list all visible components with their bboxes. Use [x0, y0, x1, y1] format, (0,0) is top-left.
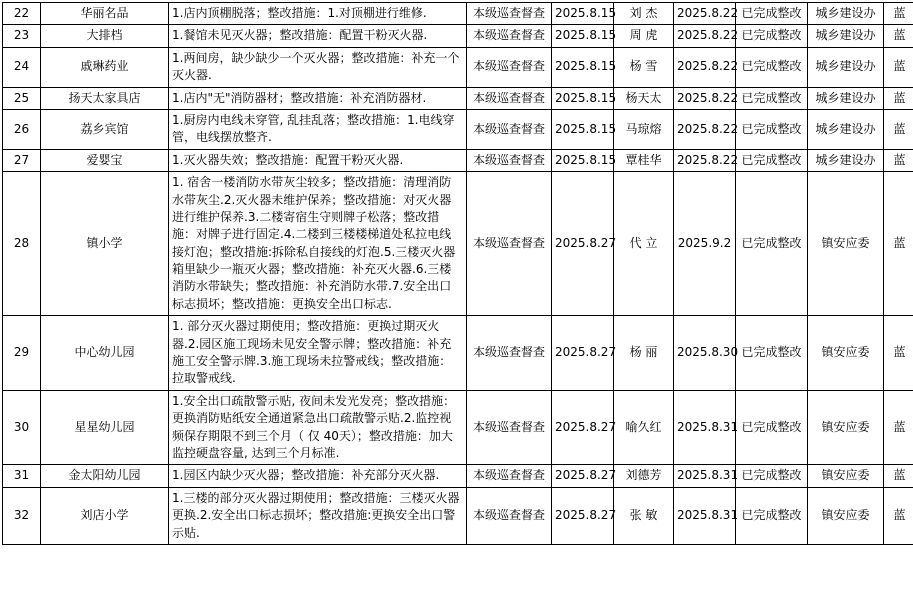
rectification-status: 已完成整改 — [736, 47, 808, 87]
hazard-description: 1.三楼的部分灭火器过期使用；整改措施：三楼灭火器更换.2.安全出口标志损坏；整改措施:更换安全出口警示贴. — [169, 487, 467, 544]
row-index: 32 — [3, 487, 41, 544]
risk-level: 蓝 — [884, 487, 913, 544]
hazard-description: 1.两间房，缺少缺少一个灭火器；整改措施：补充一个灭火器. — [169, 47, 467, 87]
inspector-name: 周 虎 — [614, 25, 674, 47]
inspector-name: 马琼熔 — [614, 109, 674, 149]
inspector-name: 杨天太 — [614, 87, 674, 109]
table-row — [3, 47, 913, 87]
unit-name: 中心幼儿园 — [41, 316, 169, 391]
hazard-description: 1. 宿舍一楼消防水带灰尘较多；整改措施：清理消防水带灰尘.2.灭火器未维护保养；整改措施：对灭火器进行维护保养.3.二楼寄宿生守则牌子松落；整改措施：对牌子进行固定.4.二楼到三楼楼梯道处私拉电线接灯泡；整改措施:拆除私自接线的灯泡.5.三楼灭火器箱里缺少一瓶灭火器；整改措施：补充灭火器.6.三楼消防水带缺失；整改措施：补充消防水带.7.安全出口标志损坏；整改措施：更换安全出口标志. — [169, 172, 467, 316]
rectification-date: 2025.8.31 — [674, 487, 736, 544]
inspection-org: 本级巡查督查 — [467, 109, 552, 149]
risk-level: 蓝 — [884, 390, 913, 465]
rectification-date: 2025.8.22 — [674, 3, 736, 25]
risk-level: 蓝 — [884, 465, 913, 487]
responsible-dept: 城乡建设办 — [808, 109, 884, 149]
table-row — [3, 3, 913, 25]
row-index: 29 — [3, 316, 41, 391]
inspector-name: 刘 杰 — [614, 3, 674, 25]
hazard-description: 1.餐馆未见灭火器；整改措施：配置干粉灭火器. — [169, 25, 467, 47]
table-row — [3, 25, 913, 47]
rectification-date: 2025.9.2 — [674, 172, 736, 316]
rectification-status: 已完成整改 — [736, 487, 808, 544]
responsible-dept: 城乡建设办 — [808, 149, 884, 171]
inspection-org: 本级巡查督查 — [467, 3, 552, 25]
risk-level: 蓝 — [884, 149, 913, 171]
row-index: 27 — [3, 149, 41, 171]
row-index: 23 — [3, 25, 41, 47]
rectification-status: 已完成整改 — [736, 87, 808, 109]
risk-level: 蓝 — [884, 109, 913, 149]
unit-name: 镇小学 — [41, 172, 169, 316]
rectification-date: 2025.8.22 — [674, 109, 736, 149]
inspection-date: 2025.8.15 — [552, 149, 614, 171]
inspection-org: 本级巡查督查 — [467, 25, 552, 47]
inspector-name: 代 立 — [614, 172, 674, 316]
unit-name: 扬天太家具店 — [41, 87, 169, 109]
unit-name: 大排档 — [41, 25, 169, 47]
row-index: 31 — [3, 465, 41, 487]
responsible-dept: 城乡建设办 — [808, 47, 884, 87]
unit-name: 金太阳幼儿园 — [41, 465, 169, 487]
responsible-dept: 城乡建设办 — [808, 87, 884, 109]
row-index: 26 — [3, 109, 41, 149]
risk-level: 蓝 — [884, 87, 913, 109]
hazard-description: 1.安全出口疏散警示贴, 夜间未发光发亮；整改措施：更换消防贴纸安全通道紧急出口疏散警示贴.2.监控视频保存期限不到三个月（ 仅 40天）；整改措施：加大监控硬盘容量, 达到三个月标准. — [169, 390, 467, 465]
inspection-org: 本级巡查督查 — [467, 149, 552, 171]
hazard-description: 1.店内"无"消防器材；整改措施：补充消防器材. — [169, 87, 467, 109]
rectification-date: 2025.8.22 — [674, 149, 736, 171]
rectification-status: 已完成整改 — [736, 172, 808, 316]
risk-level: 蓝 — [884, 3, 913, 25]
hazard-description: 1.园区内缺少灭火器；整改措施：补充部分灭火器. — [169, 465, 467, 487]
inspection-org: 本级巡查督查 — [467, 465, 552, 487]
rectification-date: 2025.8.22 — [674, 47, 736, 87]
inspection-date: 2025.8.27 — [552, 316, 614, 391]
responsible-dept: 城乡建设办 — [808, 3, 884, 25]
inspection-date: 2025.8.27 — [552, 487, 614, 544]
hazard-inspection-table — [2, 2, 913, 545]
rectification-date: 2025.8.22 — [674, 25, 736, 47]
hazard-description: 1. 部分灭火器过期使用；整改措施：更换过期灭火器.2.园区施工现场未见安全警示牌；整改措施：补充施工安全警示牌.3.施工现场未拉警戒线；整改措施：拉取警戒线. — [169, 316, 467, 391]
table-row — [3, 149, 913, 171]
rectification-status: 已完成整改 — [736, 3, 808, 25]
responsible-dept: 城乡建设办 — [808, 25, 884, 47]
responsible-dept: 镇安应委 — [808, 465, 884, 487]
rectification-status: 已完成整改 — [736, 316, 808, 391]
unit-name: 荔乡宾馆 — [41, 109, 169, 149]
inspector-name: 张 敏 — [614, 487, 674, 544]
table-row — [3, 316, 913, 391]
rectification-status: 已完成整改 — [736, 390, 808, 465]
row-index: 24 — [3, 47, 41, 87]
inspection-org: 本级巡查督查 — [467, 487, 552, 544]
risk-level: 蓝 — [884, 172, 913, 316]
unit-name: 华丽名品 — [41, 3, 169, 25]
responsible-dept: 镇安应委 — [808, 390, 884, 465]
unit-name: 戚琳药业 — [41, 47, 169, 87]
inspector-name: 喻久红 — [614, 390, 674, 465]
responsible-dept: 镇安应委 — [808, 172, 884, 316]
unit-name: 爱婴宝 — [41, 149, 169, 171]
rectification-date: 2025.8.22 — [674, 87, 736, 109]
hazard-description: 1.灭火器失效；整改措施：配置干粉灭火器. — [169, 149, 467, 171]
table-row — [3, 109, 913, 149]
row-index: 30 — [3, 390, 41, 465]
inspection-org: 本级巡查督查 — [467, 390, 552, 465]
inspection-date: 2025.8.15 — [552, 25, 614, 47]
rectification-date: 2025.8.31 — [674, 465, 736, 487]
table-row — [3, 87, 913, 109]
table-row — [3, 487, 913, 544]
inspector-name: 杨 雪 — [614, 47, 674, 87]
inspector-name: 刘德芳 — [614, 465, 674, 487]
hazard-description: 1.店内顶棚脱落；整改措施：1.对顶棚进行维修. — [169, 3, 467, 25]
inspection-date: 2025.8.15 — [552, 47, 614, 87]
inspection-date: 2025.8.15 — [552, 109, 614, 149]
row-index: 25 — [3, 87, 41, 109]
inspection-org: 本级巡查督查 — [467, 172, 552, 316]
inspection-date: 2025.8.15 — [552, 87, 614, 109]
table-row — [3, 390, 913, 465]
inspection-date: 2025.8.27 — [552, 390, 614, 465]
responsible-dept: 镇安应委 — [808, 316, 884, 391]
inspector-name: 覃桂华 — [614, 149, 674, 171]
rectification-date: 2025.8.31 — [674, 390, 736, 465]
inspection-org: 本级巡查督查 — [467, 316, 552, 391]
unit-name: 刘店小学 — [41, 487, 169, 544]
inspection-date: 2025.8.27 — [552, 172, 614, 316]
table-row — [3, 465, 913, 487]
hazard-description: 1.厨房内电线未穿管, 乱挂乱落；整改措施：1.电线穿管，电线摆放整齐. — [169, 109, 467, 149]
rectification-status: 已完成整改 — [736, 25, 808, 47]
row-index: 28 — [3, 172, 41, 316]
inspection-org: 本级巡查督查 — [467, 47, 552, 87]
inspector-name: 杨 丽 — [614, 316, 674, 391]
risk-level: 蓝 — [884, 47, 913, 87]
rectification-status: 已完成整改 — [736, 149, 808, 171]
responsible-dept: 镇安应委 — [808, 487, 884, 544]
unit-name: 星星幼儿园 — [41, 390, 169, 465]
rectification-status: 已完成整改 — [736, 465, 808, 487]
rectification-date: 2025.8.30 — [674, 316, 736, 391]
row-index: 22 — [3, 3, 41, 25]
risk-level: 蓝 — [884, 25, 913, 47]
table-row — [3, 172, 913, 316]
inspection-date: 2025.8.27 — [552, 465, 614, 487]
inspection-org: 本级巡查督查 — [467, 87, 552, 109]
inspection-date: 2025.8.15 — [552, 3, 614, 25]
rectification-status: 已完成整改 — [736, 109, 808, 149]
risk-level: 蓝 — [884, 316, 913, 391]
